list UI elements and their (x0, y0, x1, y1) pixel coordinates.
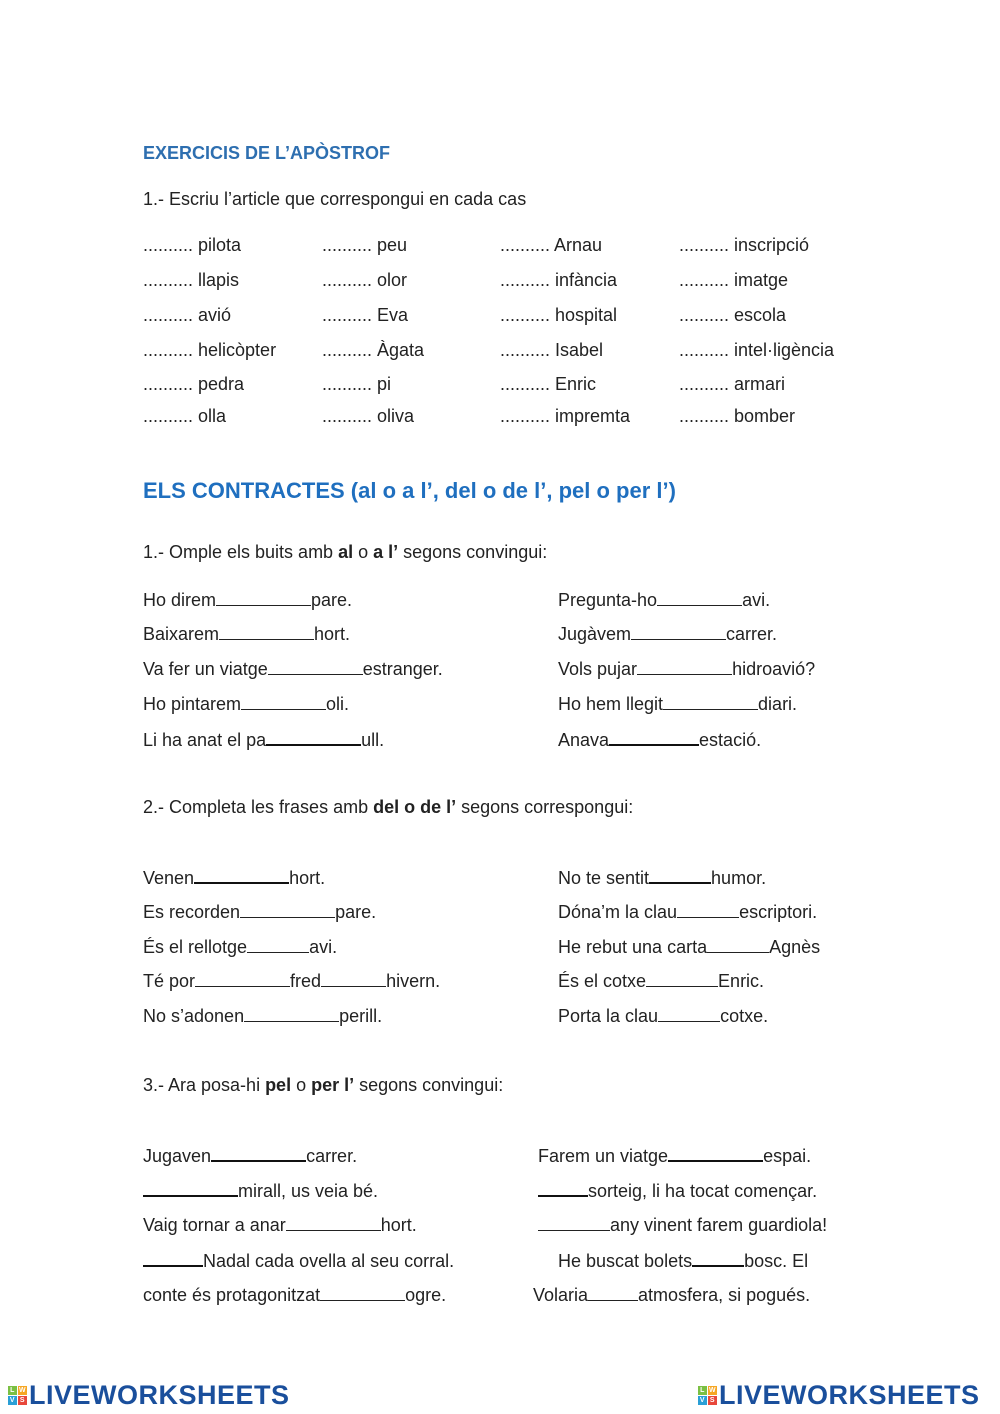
sentence-row (558, 936, 820, 958)
article-word: olla (198, 406, 227, 426)
article-item (500, 374, 596, 395)
logo-mark-tile: S (709, 1397, 716, 1404)
article-word: Eva (377, 305, 409, 325)
sentence-text: hort. (314, 624, 351, 644)
sentence-row (143, 1214, 417, 1236)
sentence-row (558, 658, 815, 680)
sentence-text: Venen (143, 868, 195, 888)
sentence-text: hidroavió? (732, 659, 816, 679)
sentence-row (143, 1284, 446, 1306)
sentence-row (143, 936, 337, 958)
fill-blank-input[interactable] (195, 970, 290, 987)
fill-blank-input[interactable] (646, 970, 718, 987)
section-del-instruction: 2.- Completa les frases amb del o de l’ segons correspongui: (143, 797, 634, 817)
article-word: pedra (198, 374, 245, 394)
sentence-text: carrer. (726, 624, 778, 644)
sentence-text: Jugaven (143, 1146, 212, 1166)
sentence-text: Dóna’m la clau (558, 902, 678, 922)
article-dots-field[interactable]: .......... (500, 340, 556, 360)
footer-brand-left: LIVEWORKSHEETS (29, 1380, 290, 1410)
sentence-text: Volaria (533, 1285, 589, 1305)
article-word: intel·ligència (734, 340, 835, 360)
article-item (500, 340, 603, 361)
article-dots-field[interactable]: .......... (143, 305, 199, 325)
article-dots-field[interactable]: .......... (500, 374, 556, 394)
sentence-text: He buscat bolets (558, 1251, 693, 1271)
article-item (679, 406, 795, 427)
fill-blank-input[interactable] (538, 1214, 610, 1231)
article-item (143, 374, 244, 395)
article-item (322, 374, 391, 395)
fill-blank-input[interactable] (268, 658, 363, 675)
article-item (679, 270, 788, 291)
sentence-row (143, 970, 440, 992)
article-item (322, 235, 407, 256)
sentence-text: Ho hem llegit (558, 694, 664, 714)
sentence-text: perill. (339, 1006, 383, 1026)
fill-blank-input[interactable] (320, 1284, 405, 1301)
fill-blank-input[interactable] (707, 936, 769, 953)
footer-logo-left (8, 1380, 290, 1411)
sentence-row (143, 1005, 382, 1027)
sentence-text: Agnès (769, 937, 821, 957)
article-item (322, 340, 424, 361)
fill-blank-input[interactable] (588, 1284, 638, 1301)
article-word: Àgata (377, 340, 425, 360)
logo-mark-tile: W (708, 1387, 717, 1394)
sentence-text: És el cotxe (558, 971, 647, 991)
sentence-text: hort. (380, 1215, 417, 1235)
sentence-row (533, 1284, 810, 1306)
sentence-text: mirall, us veia bé. (238, 1181, 379, 1201)
sentence-text: cotxe. (720, 1006, 769, 1026)
fill-blank-input[interactable] (247, 936, 309, 953)
sentence-row (143, 589, 352, 611)
article-dots-field[interactable]: .......... (322, 305, 378, 325)
article-item (500, 305, 617, 326)
fill-blank-input[interactable] (286, 1214, 381, 1231)
article-item (500, 235, 602, 256)
logo-mark-tile: V (9, 1397, 16, 1404)
article-word: pilota (198, 235, 242, 255)
fill-blank-input[interactable] (143, 1179, 238, 1197)
article-word: oliva (377, 406, 415, 426)
exercise-1-instruction: 1.- Escriu l’article que correspongui en cada cas (143, 189, 527, 209)
article-item (322, 305, 408, 326)
fill-blank-input[interactable] (321, 970, 386, 987)
article-dots-field[interactable]: .......... (679, 305, 735, 325)
fill-blank-input[interactable] (240, 901, 335, 918)
fill-blank-input[interactable] (219, 623, 314, 640)
fill-blank-input[interactable] (649, 866, 711, 884)
article-dots-field[interactable]: .......... (143, 406, 199, 426)
sentence-text: any vinent farem guardiola! (610, 1215, 828, 1235)
section-al-instruction: 1.- Omple els buits amb al o a l’ segons convingui: (143, 542, 548, 562)
sentence-text: Li ha anat el pa (143, 730, 267, 750)
sentence-row (558, 623, 777, 645)
sentence-row (143, 623, 350, 645)
article-word: Enric (555, 374, 597, 394)
sentence-text: Enric. (718, 971, 765, 991)
sentence-text: hivern. (386, 971, 441, 991)
sentence-row (558, 970, 764, 992)
sentence-text: ogre. (405, 1285, 447, 1305)
article-dots-field[interactable]: .......... (679, 374, 735, 394)
sentence-row (558, 728, 761, 751)
sentence-text: Pregunta-ho (558, 590, 658, 610)
sentence-text: Jugàvem (558, 624, 632, 644)
fill-blank-input[interactable] (657, 589, 742, 606)
sentence-row (143, 1179, 378, 1202)
article-item (143, 270, 239, 291)
article-word: infància (555, 270, 618, 290)
article-dots-field[interactable]: .......... (322, 374, 378, 394)
sentence-text: Vols pujar (558, 659, 638, 679)
fill-blank-input[interactable] (668, 1144, 763, 1162)
fill-blank-input[interactable] (266, 728, 361, 746)
sentence-text: Baixarem (143, 624, 220, 644)
article-word: imatge (734, 270, 789, 290)
fill-blank-input[interactable] (663, 693, 758, 710)
article-word: Isabel (555, 340, 604, 360)
sentence-row (558, 866, 766, 889)
article-item (143, 235, 241, 256)
sentence-text: estació. (699, 730, 762, 750)
sentence-text: Porta la clau (558, 1006, 659, 1026)
article-dots-field[interactable]: .......... (322, 270, 378, 290)
sentence-text: No s’adonen (143, 1006, 245, 1026)
sentence-text: No te sentit (558, 868, 650, 888)
sentence-text: fred (290, 971, 322, 991)
sentence-row (558, 901, 817, 923)
fill-blank-input[interactable] (631, 623, 726, 640)
sentence-text: bosc. El (744, 1251, 809, 1271)
sentence-text: hort. (289, 868, 326, 888)
article-word: olor (377, 270, 408, 290)
article-dots-field[interactable]: .......... (322, 340, 378, 360)
article-dots-field[interactable]: .......... (679, 270, 735, 290)
sentence-row (538, 1214, 827, 1236)
sentence-text: oli. (326, 694, 350, 714)
fill-blank-input[interactable] (216, 589, 311, 606)
sentence-row (558, 1249, 808, 1272)
article-word: pi (377, 374, 392, 394)
article-word: avió (198, 305, 232, 325)
contractes-heading: ELS CONTRACTES (al o a l’, del o de l’, pel o per l’) (143, 478, 676, 503)
worksheet-title: EXERCICIS DE L’APÒSTROF (143, 143, 391, 163)
article-item (143, 305, 231, 326)
article-item (143, 340, 276, 361)
article-word: escola (734, 305, 787, 325)
logo-mark-tile: W (18, 1387, 27, 1394)
article-dots-field[interactable]: .......... (679, 235, 735, 255)
sentence-row (143, 693, 349, 715)
logo-mark-tile: L (8, 1386, 17, 1395)
sentence-text: conte és protagonitzat (143, 1285, 321, 1305)
fill-blank-input[interactable] (677, 901, 739, 918)
article-item (322, 406, 414, 427)
logo-mark-tile: S (19, 1397, 26, 1404)
article-item (679, 340, 834, 361)
section-pel-instruction: 3.- Ara posa-hi pel o per l’ segons convingui: (143, 1075, 504, 1095)
sentence-text: Es recorden (143, 902, 241, 922)
article-item (143, 406, 226, 427)
article-word: bomber (734, 406, 796, 426)
sentence-text: humor. (711, 868, 767, 888)
liveworksheets-mark-icon (8, 1386, 27, 1405)
sentence-text: Vaig tornar a anar (143, 1215, 286, 1235)
article-item (679, 305, 786, 326)
sentence-text: avi. (309, 937, 338, 957)
article-word: Arnau (554, 235, 603, 255)
liveworksheets-mark-icon (698, 1386, 717, 1405)
article-word: hospital (555, 305, 618, 325)
sentence-text: pare. (335, 902, 377, 922)
fill-blank-input[interactable] (244, 1005, 339, 1022)
article-dots-field[interactable]: .......... (500, 305, 556, 325)
article-dots-field[interactable]: .......... (143, 374, 199, 394)
sentence-text: Va fer un viatge (143, 659, 268, 679)
footer-brand-right: LIVEWORKSHEETS (719, 1380, 980, 1410)
sentence-text: diari. (758, 694, 798, 714)
logo-mark-tile: L (698, 1386, 707, 1395)
sentence-text: És el rellotge (143, 937, 248, 957)
sentence-text: Anava (558, 730, 610, 750)
sentence-text: Té por (143, 971, 196, 991)
article-dots-field[interactable]: .......... (500, 235, 555, 255)
sentence-text: Ho direm (143, 590, 217, 610)
logo-mark-tile: V (699, 1397, 706, 1404)
fill-blank-input[interactable] (658, 1005, 720, 1022)
sentence-text: avi. (742, 590, 771, 610)
sentence-row (143, 1249, 454, 1272)
sentence-text: espai. (763, 1146, 812, 1166)
fill-blank-input[interactable] (609, 728, 699, 746)
article-dots-field[interactable]: .......... (322, 235, 378, 255)
fill-blank-input[interactable] (637, 658, 732, 675)
article-dots-field[interactable]: .......... (143, 340, 199, 360)
fill-blank-input[interactable] (143, 1249, 203, 1267)
article-dots-field[interactable]: .......... (500, 406, 556, 426)
article-item (322, 270, 407, 291)
article-word: helicòpter (198, 340, 277, 360)
sentence-row (538, 1179, 817, 1202)
sentence-text: Farem un viatge (538, 1146, 669, 1166)
sentence-text: pare. (311, 590, 353, 610)
sentence-row (143, 728, 384, 751)
article-dots-field[interactable]: .......... (143, 270, 199, 290)
sentence-row (143, 901, 376, 923)
fill-blank-input[interactable] (241, 693, 326, 710)
article-word: inscripció (734, 235, 810, 255)
article-dots-field[interactable]: .......... (679, 406, 735, 426)
article-word: llapis (198, 270, 240, 290)
article-word: peu (377, 235, 408, 255)
sentence-text: sorteig, li ha tocat començar. (588, 1181, 818, 1201)
sentence-text: escriptori. (739, 902, 818, 922)
sentence-text: carrer. (306, 1146, 358, 1166)
article-item (679, 235, 809, 256)
article-word: armari (734, 374, 786, 394)
fill-blank-input[interactable] (194, 866, 289, 884)
article-dots-field[interactable]: .......... (679, 340, 735, 360)
sentence-row (143, 658, 443, 680)
article-item (500, 270, 617, 291)
sentence-row (538, 1144, 811, 1167)
fill-blank-input[interactable] (692, 1249, 744, 1267)
article-word: impremta (555, 406, 631, 426)
article-item (679, 374, 785, 395)
article-dots-field[interactable]: .......... (143, 235, 199, 255)
fill-blank-input[interactable] (211, 1144, 306, 1162)
sentence-row (143, 866, 325, 889)
sentence-row (558, 1005, 768, 1027)
sentence-row (558, 693, 797, 715)
article-dots-field[interactable]: .......... (322, 406, 378, 426)
sentence-text: Nadal cada ovella al seu corral. (203, 1251, 455, 1271)
sentence-row (143, 1144, 357, 1167)
article-dots-field[interactable]: .......... (500, 270, 556, 290)
sentence-row (558, 589, 770, 611)
footer-logo-right (698, 1380, 980, 1411)
fill-blank-input[interactable] (538, 1179, 588, 1197)
sentence-text: He rebut una carta (558, 937, 708, 957)
sentence-text: estranger. (362, 659, 443, 679)
sentence-text: Ho pintarem (143, 694, 242, 714)
sentence-text: atmosfera, si pogués. (638, 1285, 811, 1305)
sentence-text: ull. (361, 730, 385, 750)
article-item (500, 406, 630, 427)
